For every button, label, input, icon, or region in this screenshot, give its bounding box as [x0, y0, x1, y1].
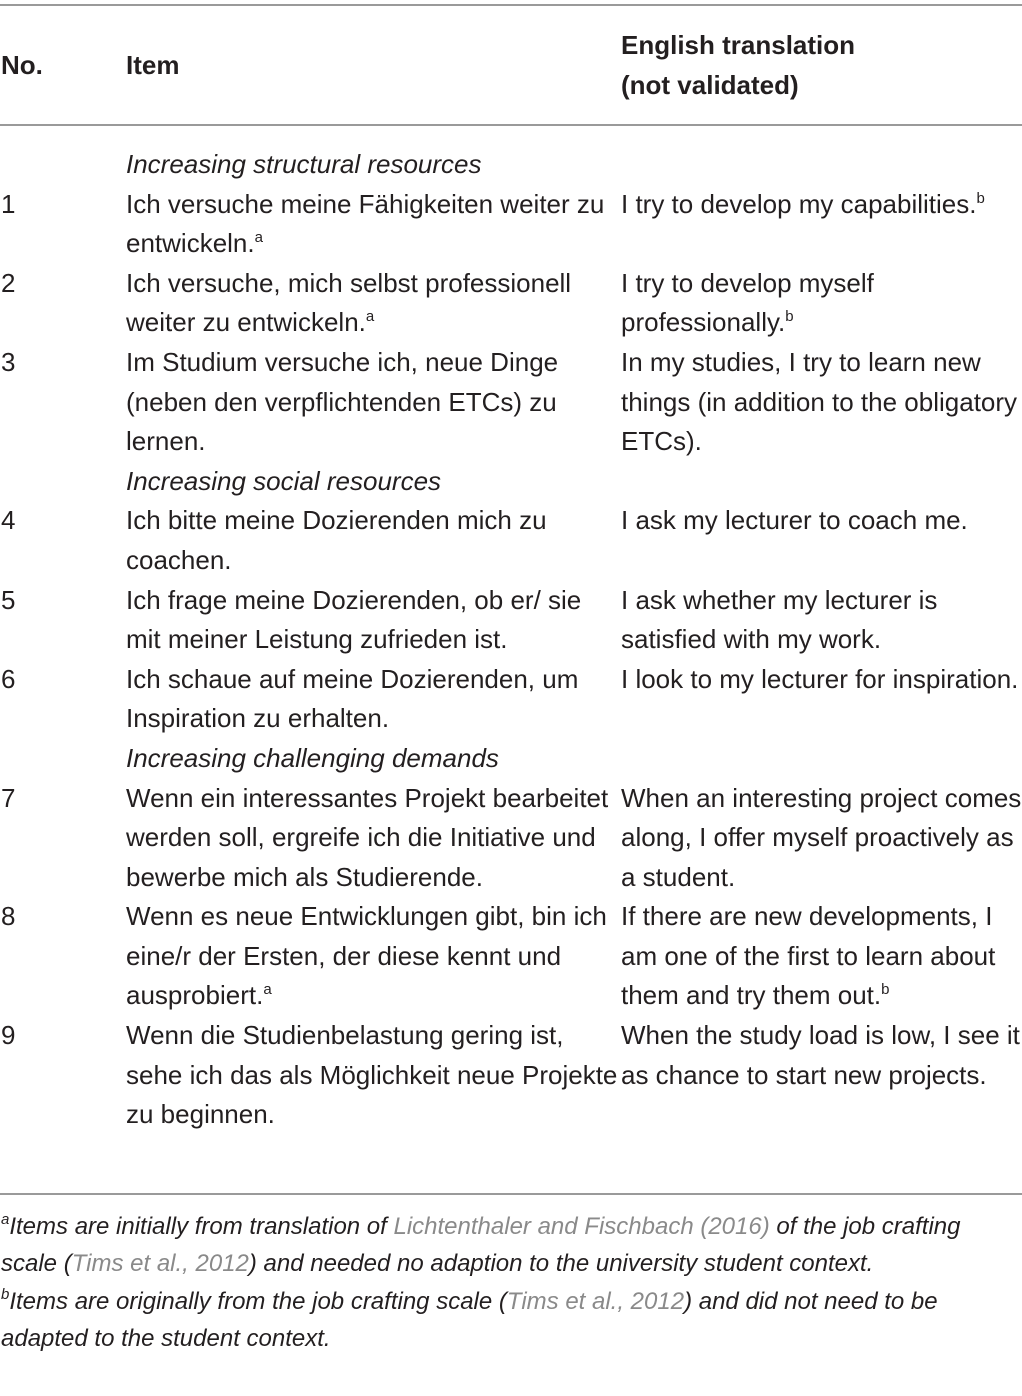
english-text: I look to my lecturer for inspiration.: [621, 663, 1019, 694]
table-row: [0, 343, 1022, 462]
english-text: I try to develop my capabilities.: [621, 188, 977, 219]
cell-no: 9: [1, 1020, 16, 1051]
footnote-a-marker: a: [1, 1211, 10, 1228]
header-english-translation: [621, 25, 1016, 105]
cell-english: [621, 501, 1022, 580]
table-row: [0, 779, 1022, 898]
table-row: [0, 660, 1022, 739]
footnote-marker: b: [785, 308, 794, 326]
cell-no: [0, 462, 126, 502]
cell-item: [126, 264, 621, 343]
section-label: Increasing social resources: [126, 465, 442, 496]
footnote-marker: a: [254, 229, 263, 247]
table-row: [0, 501, 1022, 580]
footnote-marker: a: [263, 981, 272, 999]
english-text: I try to develop myself professionally.: [621, 267, 874, 338]
item-text: Ich schaue auf meine Dozierenden, um Inspiration zu erhalten.: [126, 663, 579, 734]
english-text: In my studies, I try to learn new things (in addition to the obligatory ETCs).: [621, 346, 1018, 457]
citation-link-lichtenthaler[interactable]: Lichtenthaler and Fischbach (2016): [393, 1213, 770, 1240]
item-text: Wenn die Studienbelastung gering ist, sehe ich das als Möglichkeit neue Projekte zu beginnen.: [126, 1020, 618, 1130]
cell-no: 7: [1, 782, 16, 813]
footnote-a-text-1: Items are initially from translation of: [9, 1213, 394, 1240]
cell-english: [621, 660, 1022, 739]
cell-english: [621, 1016, 1022, 1135]
footnote-a: [1, 1208, 1021, 1283]
table-top-rule: [0, 4, 1022, 6]
cell-english: [621, 739, 1022, 779]
header-item: Item: [126, 50, 180, 80]
cell-item: [126, 1016, 621, 1135]
header-no: No.: [1, 50, 43, 80]
cell-item: [126, 660, 621, 739]
table-row: [0, 185, 1022, 264]
cell-no: 2: [1, 267, 16, 298]
cell-english: [621, 779, 1022, 898]
english-text: When an interesting project comes along, I offer myself proactively as a student.: [621, 782, 1022, 892]
footnote-b-text-1: Items are originally from the job crafting scale (: [9, 1287, 507, 1315]
cell-no: 3: [1, 346, 16, 377]
cell-english: [621, 462, 1022, 502]
cell-no: 8: [1, 901, 16, 932]
cell-item: [126, 897, 621, 1016]
table-bottom-rule: [0, 1193, 1022, 1195]
item-text: Wenn es neue Entwicklungen gibt, bin ich eine/r der Ersten, der diese kennt und ausprobiert.: [126, 901, 607, 1011]
cell-item: [126, 501, 621, 580]
item-text: Im Studium versuche ich, neue Dinge (neben den verpflichtenden ETCs) zu lernen.: [126, 346, 559, 457]
footnote-marker: b: [976, 189, 985, 207]
cell-item: [126, 581, 621, 660]
footnote-a-text-2: of the job crafting scale (: [1, 1213, 961, 1278]
cell-item: [126, 343, 621, 462]
cell-item: [126, 779, 621, 898]
english-text: I ask my lecturer to coach me.: [621, 505, 968, 536]
table-row: [0, 1016, 1022, 1135]
cell-english: [621, 897, 1022, 1016]
table-row: [0, 897, 1022, 1016]
item-text: Wenn ein interessantes Projekt bearbeitet werden soll, ergreife ich die Initiative und bewerbe mich als Studierende.: [126, 782, 609, 892]
section-row-structural: [0, 145, 1022, 185]
cell-no: [0, 739, 126, 779]
cell-english: [621, 264, 1022, 343]
footnote-marker: a: [365, 308, 375, 326]
cell-no: [0, 145, 126, 185]
cell-item: [126, 185, 621, 264]
item-text: Ich bitte meine Dozierenden mich zu coachen.: [126, 505, 547, 575]
item-text: Ich frage meine Dozierenden, ob er/ sie mit meiner Leistung zufrieden ist.: [126, 584, 582, 655]
footnote-marker: b: [881, 981, 890, 999]
cell-no: 4: [1, 505, 16, 536]
english-text: If there are new developments, I am one of the first to learn about them and try them out.: [621, 901, 996, 1011]
section-label: Increasing challenging demands: [126, 742, 499, 773]
item-text: Ich versuche meine Fähigkeiten weiter zu entwickeln.: [126, 188, 605, 259]
cell-no: 1: [1, 188, 16, 219]
cell-no: 5: [1, 584, 16, 615]
section-label: Increasing structural resources: [126, 149, 482, 179]
table-body: [0, 145, 1022, 1135]
cell-english: [621, 185, 1022, 264]
header-rule: [0, 124, 1022, 126]
english-text: When the study load is low, I see it as chance to start new projects.: [621, 1020, 1020, 1090]
citation-link-tims[interactable]: Tims et al., 2012: [506, 1287, 685, 1315]
english-text: I ask whether my lecturer is satisfied with my work.: [621, 584, 938, 655]
footnote-b-text-2: ) and did not need to be adapted to the student context.: [1, 1287, 938, 1353]
table-footnotes: [1, 1208, 1021, 1358]
footnote-b-marker: b: [1, 1285, 10, 1303]
section-row-social: [0, 462, 1022, 502]
citation-link-tims[interactable]: Tims et al., 2012: [71, 1250, 249, 1278]
header-english-line2: (not validated): [621, 70, 799, 100]
header-english-line1: English translation: [621, 30, 856, 60]
section-row-challenging: [0, 739, 1022, 779]
footnote-a-text-3: ) and needed no adaption to the university student context.: [248, 1250, 874, 1278]
item-text: Ich versuche, mich selbst professionell weiter zu entwickeln.: [126, 267, 572, 338]
table-row: [0, 581, 1022, 660]
cell-english: [621, 145, 1022, 185]
footnote-b: [1, 1283, 1021, 1358]
cell-english: [621, 343, 1022, 462]
table-row: [0, 264, 1022, 343]
cell-no: 6: [1, 663, 16, 694]
cell-english: [621, 581, 1022, 660]
